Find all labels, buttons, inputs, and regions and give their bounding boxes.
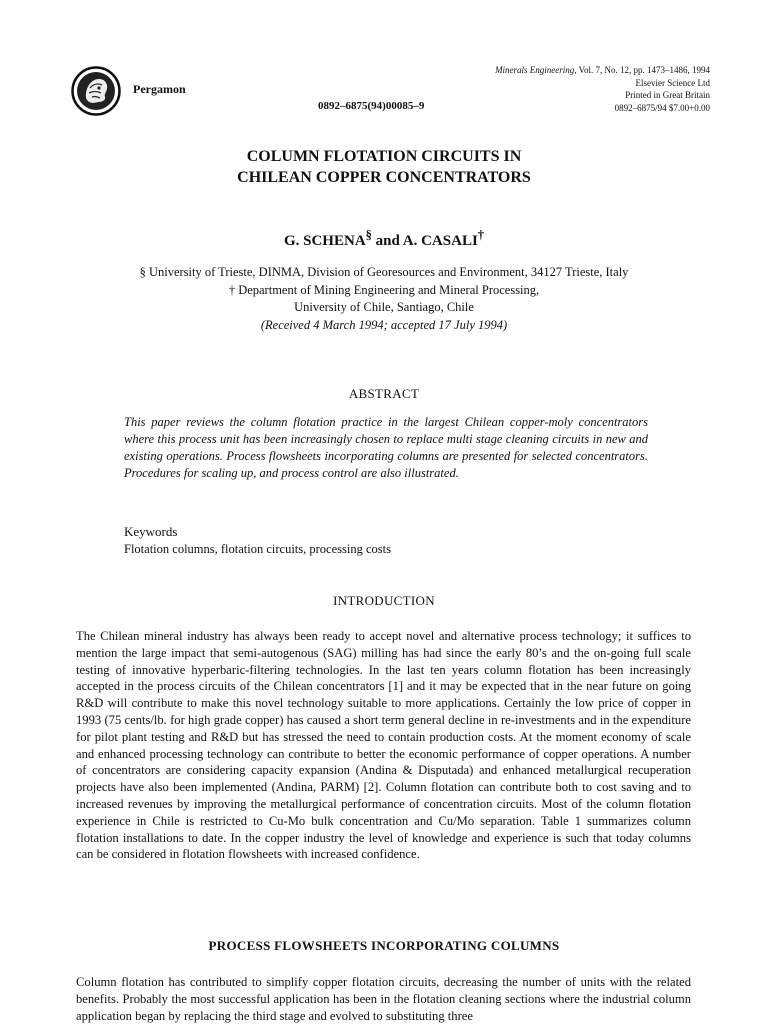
affiliation-1: § University of Trieste, DINMA, Division of Georesources and Environment, 34127 Trieste, Italy (139, 265, 629, 279)
abstract-heading: ABSTRACT (348, 386, 420, 401)
author-2: A. CASALI (402, 233, 478, 249)
keywords-heading: Keywords (124, 524, 178, 539)
publisher-name: Pergamon (133, 82, 186, 96)
journal-ref: , Vol. 7, No. 12, pp. 1473–1486, 1994 (574, 65, 710, 75)
author-2-mark: † (477, 228, 485, 242)
price-line: 0892–6875/94 $7.00+0.00 (614, 102, 710, 113)
author-1-mark: § (365, 228, 372, 242)
introduction-heading: INTRODUCTION (333, 593, 435, 608)
publisher-line: Elsevier Science Ltd (635, 77, 710, 88)
affiliations (0, 264, 768, 334)
author-1: G. SCHENA (283, 233, 366, 249)
affiliation-3: University of Chile, Santiago, Chile (294, 300, 474, 314)
title-line-1: COLUMN FLOTATION CIRCUITS IN (246, 148, 522, 165)
printed-line: Printed in Great Britain (625, 90, 710, 100)
affiliation-2: † Department of Mining Engineering and Mineral Processing, (228, 282, 540, 297)
article-code: 0892–6875(94)00085–9 (318, 100, 425, 112)
paper-title (0, 146, 768, 188)
journal-name: Minerals Engineering (495, 65, 575, 75)
publisher-logo (71, 66, 121, 116)
authors (0, 228, 768, 250)
abstract-text: This paper reviews the column flotation practice in the largest Chilean copper-moly concentrators where this process unit has been increasingly chosen to replace multi stage cleaning circuits in new and existing operations. Process flowsheets incorporating columns are presented for selected concentrators. Procedures for scaling up, and process control are also illustrated. (124, 415, 648, 480)
introduction-text: The Chilean mineral industry has always been ready to accept novel and alternative process technology; it suffices to mention the large impact that semi-autogenous (SAG) milling has had since the early 80’s and the on-going full scale testing of innovative hyperbaric-filtering technologies. In the last ten years column flotation has been increasingly accepted in the process circuits of the Chilean concentrators [1] and it may be expected that in the near future on going R&D will contribute to make this novel technology suitable to more applications. Certainly the low price of copper in 1993 (75 cents/lb. for high grade copper) has caused a short term general decline in re-investments and in the expenditure for pilot plant testing and R&D but has stressed the need to contain production costs. At the moment economy of scale and enhanced processing technology can contribute to better the economic performance of copper operations. A number of concentrators are considering capacity expansion (Andina & Disputada) and enhanced metallurgical recuperation projects have also been implemented (Andina, PARM) [2]. Column flotation can contribute both to cost saving and to increased revenues by improving the metallurgical performance of concentration circuits. Most of the column flotation experience in Chile is restricted to Cu-Mo bulk concentration and Cu/Mo separation. Table 1 summarizes column flotation installations to date. In the copper industry the level of knowledge and experience is such that today columns can be considered in flotation flowsheets with increased confidence. (76, 629, 691, 862)
journal-citation (495, 64, 710, 114)
received-dates: (Received 4 March 1994; accepted 17 July 1994) (260, 317, 508, 332)
flowsheets-heading: PROCESS FLOWSHEETS INCORPORATING COLUMNS (208, 938, 560, 953)
author-join: and (371, 233, 403, 249)
flowsheets-text: Column flotation has contributed to simplify copper flotation circuits, decreasing the number of units with the related benefits. Probably the most successful application has been in the flotation cleaning sections where the industrial column application began by replacing the third stage and evolved to substituting three (76, 975, 691, 1023)
title-line-2: CHILEAN COPPER CONCENTRATORS (237, 169, 531, 186)
journal-ref-line (495, 64, 710, 77)
keywords-text: Flotation columns, flotation circuits, processing costs (124, 542, 391, 556)
pergamon-emblem-icon (71, 66, 121, 116)
